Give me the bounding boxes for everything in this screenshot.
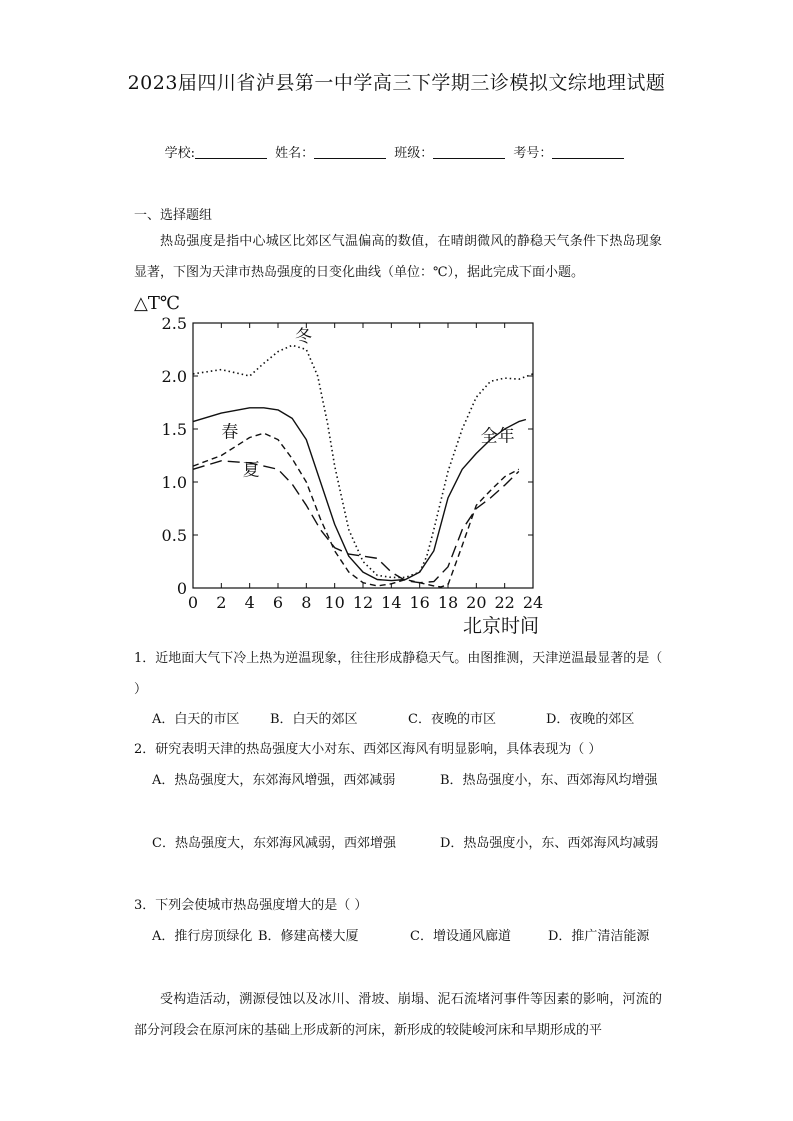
heat-island-chart: [128, 285, 548, 637]
y-axis-label: △T℃: [134, 293, 180, 314]
exam-title: 2023届四川省泸县第一中学高三下学期三诊模拟文综地理试题: [127, 72, 666, 94]
x-tick-label: 6: [272, 593, 284, 612]
y-tick-label: 1.5: [161, 420, 187, 439]
q3-option-b[interactable]: B．修建高楼大厦: [258, 929, 359, 944]
number-blank[interactable]: [552, 144, 624, 159]
y-tick-label: 2.5: [161, 314, 187, 333]
x-tick-label: 22: [494, 593, 515, 612]
x-tick-label: 20: [466, 593, 487, 612]
q1-option-b[interactable]: B．白天的郊区: [270, 712, 358, 727]
x-tick-label: 2: [216, 593, 227, 612]
plot-border: [193, 323, 533, 588]
question-1-stem: 1．近地面大气下冷上热为逆温现象，往往形成静稳天气。由图推测，天津逆温最显著的是（ ）: [134, 651, 663, 697]
student-info-line: [0, 142, 793, 161]
y-tick-label: 0.5: [161, 526, 187, 545]
series-label-春: 春: [221, 422, 239, 443]
passage-2-paragraph: 受构造活动，溯源侵蚀以及冰川、滑坡、崩塌、泥石流堵河事件等因素的影响，河流的部分河段会在原河床的基础上形成新的河床，新形成的较陡峻河床和早期形成的平: [134, 992, 662, 1038]
x-tick-label: 14: [381, 593, 402, 612]
q2-option-d[interactable]: D．热岛强度小，东、西郊海风均减弱: [440, 836, 659, 851]
question-2-stem: 2．研究表明天津的热岛强度大小对东、西郊区海风有明显影响，具体表现为（ ）: [134, 742, 602, 757]
x-tick-label: 16: [409, 593, 430, 612]
number-label: 考号：: [513, 146, 553, 161]
q3-option-c[interactable]: C．增设通风廊道: [410, 929, 511, 944]
question-2-options: [152, 765, 664, 796]
x-tick-label: 12: [352, 593, 374, 612]
x-tick-label: 10: [324, 593, 345, 612]
q2-option-a[interactable]: A．热岛强度大，东郊海风增强，西郊减弱: [152, 773, 396, 788]
y-tick-label: 0: [176, 579, 187, 598]
q1-option-a[interactable]: A．白天的市区: [152, 712, 240, 727]
q1-option-c[interactable]: C．夜晚的市区: [408, 712, 496, 727]
chart-frame: [193, 323, 533, 588]
question-3-options: [152, 921, 664, 952]
intro-paragraph: 热岛强度是指中心城区比郊区气温偏高的数值，在晴朗微风的静稳天气条件下热岛现象显著，下图为天津市热岛强度的日变化曲线（单位：℃），据此完成下面小题。: [134, 234, 662, 280]
question-3-stem: 3．下列会使城市热岛强度增大的是（ ）: [134, 898, 368, 913]
x-tick-label: 8: [301, 593, 312, 612]
school-blank[interactable]: [195, 144, 267, 159]
x-axis-label: 北京时间: [462, 615, 539, 637]
name-label: 姓名：: [275, 146, 315, 161]
x-tick-label: 0: [187, 593, 199, 612]
q2-option-b[interactable]: B．热岛强度小，东、西郊海风均增强: [440, 773, 658, 788]
name-blank[interactable]: [314, 144, 386, 159]
q1-option-d[interactable]: D．夜晚的郊区: [546, 712, 635, 727]
section-heading: 一、选择题组: [134, 208, 213, 223]
series-label-全年: 全年: [480, 426, 515, 447]
series-label-夏: 夏: [242, 460, 260, 481]
x-tick-label: 18: [437, 593, 459, 612]
x-tick-label: 24: [522, 593, 544, 612]
series-label-冬: 冬: [295, 327, 312, 348]
class-blank[interactable]: [433, 144, 505, 159]
question-1-options: [152, 704, 664, 735]
chart-ticks: [193, 323, 533, 588]
q3-option-a[interactable]: A．推行房顶绿化: [152, 929, 253, 944]
y-tick-label: 2.0: [161, 367, 187, 386]
q2-option-c[interactable]: C．热岛强度大，东郊海风减弱，西郊增强: [152, 836, 396, 851]
q3-option-d[interactable]: D．推广清洁能源: [548, 929, 650, 944]
question-2-options-row-2: [152, 828, 664, 859]
x-tick-label: 4: [244, 593, 255, 612]
y-tick-label: 1.0: [161, 473, 187, 492]
class-label: 班级：: [394, 146, 434, 161]
school-label: 学校:: [164, 146, 195, 161]
